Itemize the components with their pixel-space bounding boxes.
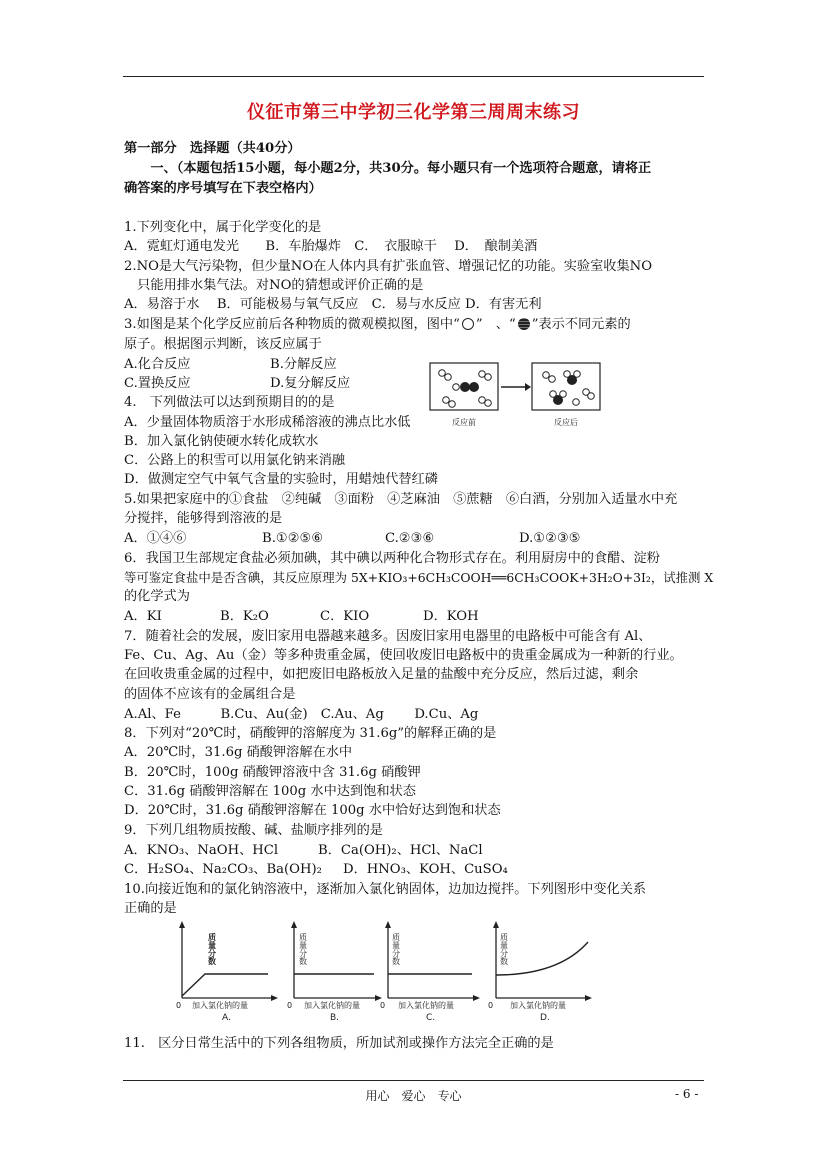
q8-option-a: A．20℃时，31.6g 硝酸钾溶解在水中 <box>124 745 353 760</box>
graph-c-xlabel: 加入氯化钠的量 <box>398 1001 454 1010</box>
q7-stem-3: 在回收贵重金属的过程中，如把废旧电路板放入足量的盐酸中充分反应，然后过滤，剩余 <box>124 667 639 682</box>
q9-option-d: D．HNO₃、KOH、CuSO₄ <box>343 862 508 877</box>
q10-stem-2: 正确的是 <box>124 901 177 916</box>
q8-stem: 8．下列对“20℃时，硝酸钾的溶解度为 31.6g”的解释正确的是 <box>124 726 497 741</box>
arrow-icon <box>501 383 531 391</box>
q6-option-b: B．K₂O <box>220 609 269 624</box>
q5-stem-2: 分搅拌，能够得到溶液的是 <box>124 511 283 526</box>
q6-option-a: A．KI <box>124 609 162 624</box>
q9-option-a: A．KNO₃、NaOH、HCl <box>124 843 279 858</box>
q6-stem-2: 等可鉴定食盐中是否含碘，其反应原理为 5X+KIO₃+6CH₃COOH══6CH₃COOK+3H₂O+3I₂，试推测 X <box>124 570 714 585</box>
q3-option-c: C.置换反应 <box>124 376 191 391</box>
graph-b-letter: B. <box>330 1013 340 1023</box>
q3-stem-a: 3.如图是某个化学反应前后各种物质的微观模拟图，图中“ <box>124 317 460 332</box>
graph-a-letter: A. <box>222 1013 231 1023</box>
before-label: 反应前 <box>452 418 476 427</box>
q4-option-b: B．加入氯化钠使硬水转化成软水 <box>124 434 319 449</box>
q8-option-c: C．31.6g 硝酸钾溶解在 100g 水中达到饱和状态 <box>124 784 416 799</box>
graph-d-xlabel: 加入氯化钠的量 <box>510 1001 566 1010</box>
q4-option-a: A．少量固体物质溶于水形成稀溶液的沸点比水低 <box>124 415 411 430</box>
q3-option-b: B.分解反应 <box>270 357 337 372</box>
instruction-line-2: 确答案的序号填写在下表空格内） <box>124 181 322 196</box>
q5-option-c: C.②③⑥ <box>385 531 435 546</box>
q5-option-d: D.①②③⑤ <box>519 531 581 546</box>
graph-a-zero: 0 <box>176 1001 182 1010</box>
graph-d-ylabel: 质量分数 <box>499 933 509 965</box>
q5-option-a: A．①④⑥ <box>124 531 187 546</box>
page-number: - 6 - <box>675 1087 699 1101</box>
graph-c-letter: C. <box>426 1013 436 1023</box>
q3-reaction-diagram <box>428 360 608 430</box>
q2-stem-2: 只能用排水集气法。对NO的猜想或评价正确的是 <box>124 278 424 293</box>
q1-options: A．霓虹灯通电发光 B．车胎爆炸 C． 衣服晾干 D． 酿制美酒 <box>124 239 538 254</box>
q5-stem-1: 5.如果把家庭中的①食盐 ②纯碱 ③面粉 ④芝麻油 ⑤蔗糖 ⑥白酒，分别加入适量水中充 <box>124 492 678 507</box>
q2-stem-1: 2.NO是大气污染物，但少量NO在人体内具有扩张血管、增强记忆的功能。实验室收集NO <box>124 259 653 274</box>
q3-option-d: D.复分解反应 <box>270 376 351 391</box>
q8-option-b: B．20℃时，100g 硝酸钾溶液中含 31.6g 硝酸钾 <box>124 765 421 780</box>
q3-stem <box>124 316 631 334</box>
graph-b-xlabel: 加入氯化钠的量 <box>304 1001 360 1010</box>
q3-stem-2: 原子。根据图示判断，该反应属于 <box>124 337 322 352</box>
q1-stem: 1.下列变化中，属于化学变化的是 <box>124 220 322 235</box>
q9-stem: 9．下列几组物质按酸、碱、盐顺序排列的是 <box>124 823 383 838</box>
graph-b-zero: 0 <box>287 1001 293 1010</box>
q11-stem: 11. 区分日常生活中的下列各组物质，所加试剂或操作方法完全正确的是 <box>124 1036 554 1051</box>
q7-stem-1: 7．随着社会的发展，废旧家用电器越来越多。因废旧家用电器里的电路板中可能含有 Al、 <box>124 629 652 644</box>
graph-d-letter: D. <box>540 1013 550 1023</box>
graph-c <box>380 921 480 1023</box>
q8-option-d: D．20℃时，31.6g 硝酸钾溶解在 100g 水中恰好达到饱和状态 <box>124 803 501 818</box>
graph-d-zero: 0 <box>488 1001 494 1010</box>
q10-stem-1: 10.向接近饱和的氯化钠溶液中，逐渐加入氯化钠固体，边加边搅拌。下列图形中变化关系 <box>124 882 647 897</box>
graph-c-ylabel: 质量分数 <box>391 933 401 965</box>
after-label: 反应后 <box>554 418 578 427</box>
q3-option-a: A.化合反应 <box>124 357 191 372</box>
graph-d <box>488 921 592 1023</box>
top-rule <box>123 76 704 77</box>
q4-option-c: C．公路上的积雪可以用氯化钠来消融 <box>124 453 346 468</box>
instruction-line-1: 一、（本题包括15小题，每小题2分，共30分。每小题只有一个选项符合题意，请将正 <box>124 161 652 176</box>
page-title: 仪征市第三中学初三化学第三周周末练习 <box>247 102 580 123</box>
q2-options: A．易溶于水 B．可能极易与氧气反应 C．易与水反应 D．有害无利 <box>124 297 542 312</box>
graph-a-ylabel: 质量分数 <box>207 933 217 965</box>
q9-option-b: B．Ca(OH)₂、HCl、NaCl <box>318 843 483 858</box>
section-heading: 第一部分 选择题（共40分） <box>124 141 301 156</box>
graph-a <box>176 921 278 1023</box>
q10-graphs <box>170 920 610 1028</box>
q6-stem-3: 的化学式为 <box>124 589 190 604</box>
after-box <box>532 363 600 410</box>
graph-c-zero: 0 <box>380 1001 386 1010</box>
q7-stem-4: 的固体不应该有的金属组合是 <box>124 687 296 702</box>
graph-b <box>287 921 382 1023</box>
q4-option-d: D．做测定空气中氧气含量的实验时，用蜡烛代替红磷 <box>124 472 438 487</box>
q3-stem-b: ” 、“ <box>475 317 516 332</box>
footer-motto: 用心 爱心 专心 <box>365 1089 462 1103</box>
bottom-rule <box>123 1080 704 1081</box>
white-atom-icon <box>462 318 474 330</box>
q3-stem-c: ”表示不同元素的 <box>531 317 631 332</box>
q6-stem-1: 6．我国卫生部规定食盐必须加碘，其中碘以两种化合物形式存在。利用厨房中的食醋、淀粉 <box>124 551 660 566</box>
q5-option-b: B.①②⑤⑥ <box>262 531 324 546</box>
q6-option-c: C．KIO <box>320 609 370 624</box>
graph-b-ylabel: 质量分数 <box>298 933 308 965</box>
q4-stem: 4. 下列做法可以达到预期目的的是 <box>124 395 335 410</box>
q9-option-c: C．H₂SO₄、Na₂CO₃、Ba(OH)₂ <box>124 862 322 877</box>
q7-options: A.Al、Fe B.Cu、Au(金) C.Au、Ag D.Cu、Ag <box>124 707 479 722</box>
q7-stem-2: Fe、Cu、Ag、Au（金）等多种贵重金属，使回收废旧电路板中的贵重金属成为一种新的行业。 <box>124 648 683 663</box>
q6-option-d: D．KOH <box>423 609 479 624</box>
dark-atom-icon <box>518 318 530 330</box>
graph-a-xlabel: 加入氯化钠的量 <box>192 1001 248 1010</box>
